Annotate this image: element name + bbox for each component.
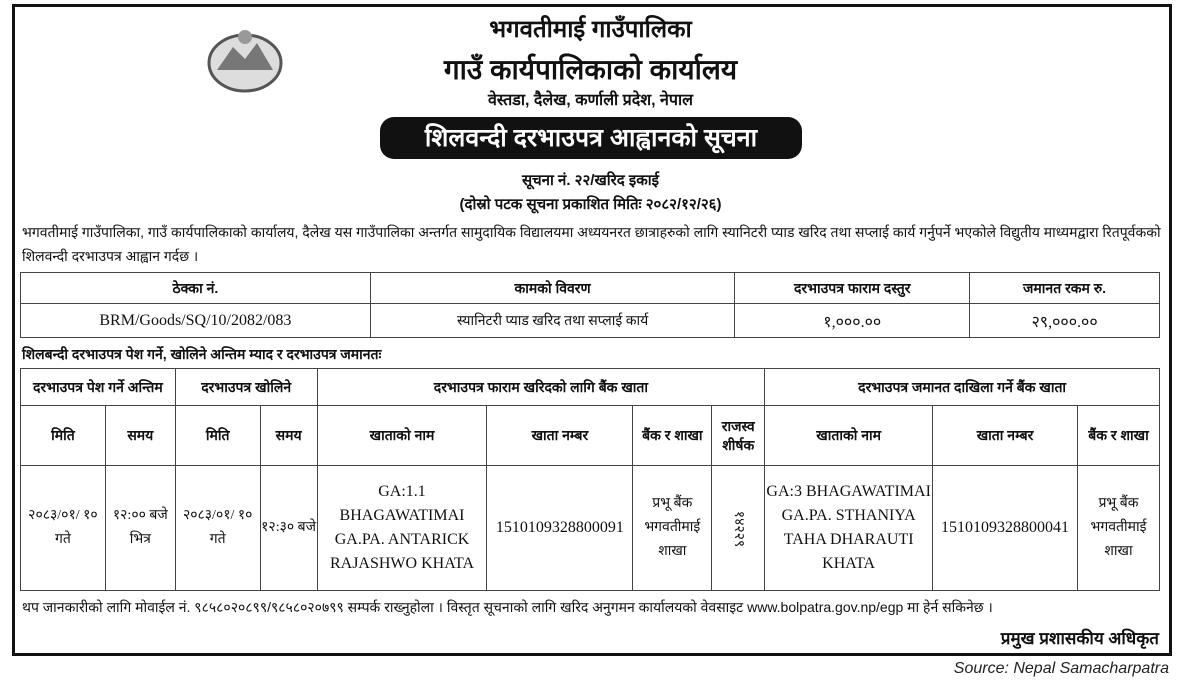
header-work-description: कामको विवरण	[370, 273, 735, 304]
form-account-name: GA:1.1 BHAGAWATIMAI GA.PA. ANTARICK RAJASHWO KHATA	[317, 466, 487, 591]
security-account-number: 1510109328800041	[933, 466, 1078, 591]
security-amount: २९,०००.००	[970, 304, 1160, 338]
office-address: वेस्तडा, दैलेख, कर्णाली प्रदेश, नेपाल	[488, 92, 693, 109]
header-bank-branch: बैंक र शाखा	[633, 406, 712, 466]
group-form-bank-account: दरभाउपत्र फाराम खरिदको लागि बैंक खाता	[317, 369, 765, 406]
schedule-heading: शिलबन्दी दरभाउपत्र पेश गर्ने, खोलिने अन्तिम म्याद र दरभाउपत्र जमानतः	[22, 346, 382, 362]
header-account-name: खाताको नाम	[317, 406, 487, 466]
group-security-bank-account: दरभाउपत्र जमानत दाखिला गर्ने बैंक खाता	[765, 369, 1160, 406]
contract-no: BRM/Goods/SQ/10/2082/083	[21, 304, 371, 338]
publish-date: (दोस्रो पटक सूचना प्रकाशित मितिः २०८२/१२/२६)	[459, 196, 722, 213]
security-account-name: GA:3 BHAGAWATIMAI GA.PA. STHANIYA TAHA DHARAUTI KHATA	[765, 466, 933, 591]
schedule-table	[20, 368, 1160, 591]
office-name: गाउँ कार्यपालिकाको कार्यालय	[443, 54, 738, 85]
header-account-number: खाता नम्बर	[933, 406, 1078, 466]
header-date: मिति	[175, 406, 260, 466]
municipality-name: भगवतीमाई गाउँपालिका	[489, 16, 692, 43]
submission-date: २०८३/०१/ १० गते	[21, 466, 106, 591]
table-row	[21, 466, 1160, 591]
submission-time: १२:०० बजे भित्र	[105, 466, 175, 591]
header-account-name: खाताको नाम	[765, 406, 933, 466]
group-opening: दरभाउपत्र खोलिने	[175, 369, 317, 406]
header-contract-no: ठेक्का नं.	[21, 273, 371, 304]
opening-time: १२:३० बजे	[260, 466, 317, 591]
header-bank-branch: बैंक र शाखा	[1078, 406, 1160, 466]
group-submission-deadline: दरभाउपत्र पेश गर्ने अन्तिम	[21, 369, 176, 406]
footer-contact-note: थप जानकारीको लागि मोवाईल नं. ९८५८०२०८९९/९८५८०२०७९९ सम्पर्क राख्नुहोला । विस्तृत सूचनाको लागि खरिद अनुगमन कार्यालयको वेवसाइट www.bolpatra.gov.np/egp मा हेर्न सकिनेछ ।	[22, 599, 993, 615]
intro-paragraph: भगवतीमाई गाउँपालिका, गाउँ कार्यपालिकाको कार्यालय, दैलेख यस गाउँपालिका अन्तर्गत सामुदायिक विद्यालयमा अध्ययनरत छात्राहरुको लागि स्यानिटरी प्याड खरिद तथा सप्लाई कार्य गर्नुपर्ने भएकोले विद्युतीय माध्यमद्वारा रितपूर्वकको शिलवन्दी दरभाउपत्र आह्वान गर्दछ ।	[22, 224, 1161, 264]
header-form-fee: दरभाउपत्र फाराम दस्तुर	[735, 273, 970, 304]
contract-table	[20, 272, 1160, 338]
source-credit: Source: Nepal Samacharpatra	[953, 660, 1169, 677]
security-bank-branch: प्रभू बैंक भगवतीमाई शाखा	[1078, 466, 1160, 591]
header-security-amount: जमानत रकम रु.	[970, 273, 1160, 304]
table-row	[21, 304, 1160, 338]
form-account-number: 1510109328800091	[487, 466, 633, 591]
revenue-head: १४२२९	[731, 510, 747, 547]
form-fee: १,०००.००	[735, 304, 970, 338]
header-revenue-head: राजस्व शीर्षक	[712, 406, 765, 466]
header-time: समय	[260, 406, 317, 466]
notice-number: सूचना नं. २२/खरिद इकाई	[521, 172, 660, 189]
opening-date: २०८३/०१/ १० गते	[175, 466, 260, 591]
signatory-title: प्रमुख प्रशासकीय अधिकृत	[1000, 629, 1159, 648]
header-time: समय	[105, 406, 175, 466]
work-description: स्यानिटरी प्याड खरिद तथा सप्लाई कार्य	[370, 304, 735, 338]
notice-title: शिलवन्दी दरभाउपत्र आह्वानको सूचना	[380, 117, 802, 159]
header-date: मिति	[21, 406, 106, 466]
form-bank-branch: प्रभू बैंक भगवतीमाई शाखा	[633, 466, 712, 591]
header-account-number: खाता नम्बर	[487, 406, 633, 466]
